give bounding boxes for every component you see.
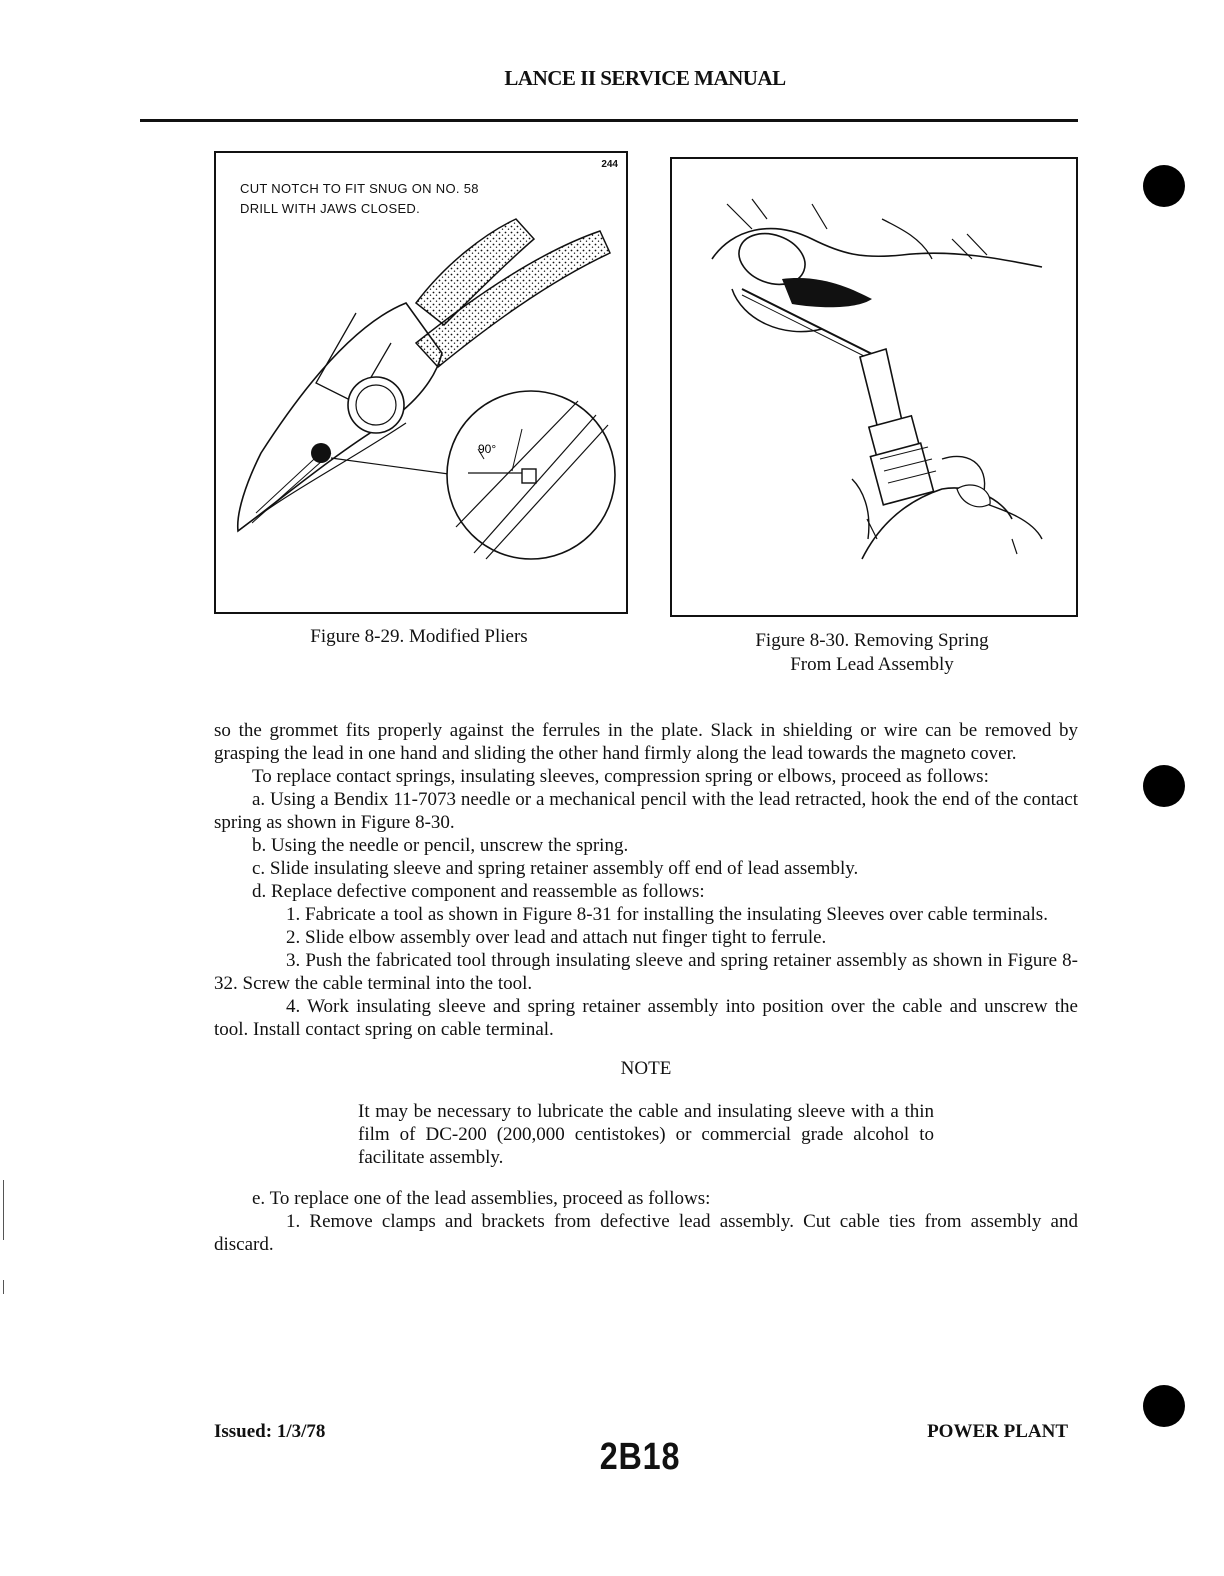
scan-edge-mark <box>3 1180 4 1240</box>
step-d3: 3. Push the fabricated tool through insulating sleeve and spring retainer assembly as shown in Figure 8-32. Screw the cable terminal into the tool. <box>214 950 1078 994</box>
page-header-title: LANCE II SERVICE MANUAL <box>504 66 786 90</box>
caption-line: Figure 8-30. Removing Spring <box>755 630 989 651</box>
figure-code: 244 <box>601 159 618 170</box>
note-text: It may be necessary to lubricate the cable and insulating sleeve with a thin film of DC-200 (200,000 centistokes) or commercial grade alcohol to facilitate assembly. <box>358 1101 934 1168</box>
removing-spring-illustration <box>672 159 1076 615</box>
scan-edge-mark <box>3 1280 4 1294</box>
header-rule <box>140 119 1078 122</box>
step-e: e. To replace one of the lead assemblies, proceed as follows: <box>252 1188 711 1209</box>
figure-8-30-caption <box>670 629 1074 677</box>
body-text <box>214 719 1078 1256</box>
step-a: a. Using a Bendix 11-7073 needle or a mechanical pencil with the lead retracted, hook the end of the contact spring as shown in Figure 8-30. <box>214 789 1078 833</box>
figure-8-29-caption: Figure 8-29. Modified Pliers <box>310 626 528 647</box>
section-name: POWER PLANT <box>927 1421 1068 1442</box>
pliers-illustration <box>216 153 626 612</box>
binder-hole <box>1143 1385 1185 1427</box>
step-d4: 4. Work insulating sleeve and spring retainer assembly into position over the cable and unscrew the tool. Install contact spring on cable terminal. <box>214 996 1078 1040</box>
figure-8-29 <box>214 151 628 614</box>
step-d2: 2. Slide elbow assembly over lead and attach nut finger tight to ferrule. <box>286 927 827 948</box>
step-b: b. Using the needle or pencil, unscrew the spring. <box>252 835 629 856</box>
page-code: 2B18 <box>599 1436 681 1478</box>
paragraph: so the grommet fits properly against the ferrules in the plate. Slack in shielding or wire can be removed by grasping the lead in one hand and sliding the other hand firmly along the lead towards the magneto cover. <box>214 720 1078 764</box>
step-d1: 1. Fabricate a tool as shown in Figure 8-31 for installing the insulating Sleeves over cable terminals. <box>286 904 1048 925</box>
paragraph: To replace contact springs, insulating sleeves, compression spring or elbows, proceed as follows: <box>252 766 989 787</box>
step-d: d. Replace defective component and reassemble as follows: <box>252 881 705 902</box>
step-e1: 1. Remove clamps and brackets from defective lead assembly. Cut cable ties from assembly and discard. <box>214 1211 1078 1255</box>
figure-note: CUT NOTCH TO FIT SNUG ON NO. 58 DRILL WITH JAWS CLOSED. <box>240 181 479 216</box>
note-title: NOTE <box>620 1058 672 1079</box>
figure-8-30 <box>670 157 1078 617</box>
binder-hole <box>1143 165 1185 207</box>
caption-line: From Lead Assembly <box>790 654 954 675</box>
issued-date: Issued: 1/3/78 <box>214 1421 326 1442</box>
binder-hole <box>1143 765 1185 807</box>
angle-label: 90° <box>478 442 497 456</box>
step-c: c. Slide insulating sleeve and spring retainer assembly off end of lead assembly. <box>252 858 859 879</box>
